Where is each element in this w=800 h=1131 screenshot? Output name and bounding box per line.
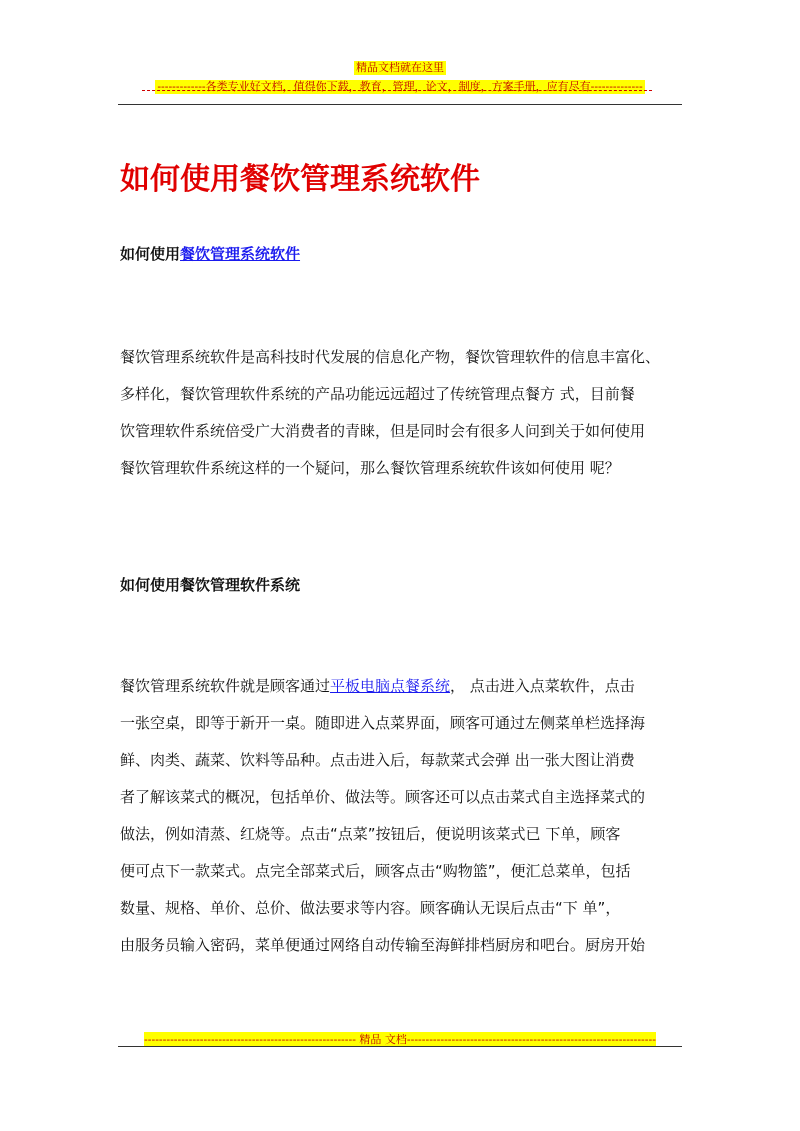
paragraph-line: 餐饮管理软件系统这样的一个疑问，那么餐饮管理系统软件该如何使用 呢？ (120, 459, 620, 477)
header-rule (118, 104, 682, 105)
header-banner-tagline: -------------各类专业好文档，值得你下载，教育，管理，论文，制度，方案手册，应有尽有-------------- (157, 80, 643, 93)
header-banner-title: 精品文档就在这里 (356, 61, 444, 74)
paragraph-line: 一张空桌，即等于新开一桌。随即进入点菜界面，顾客可通过左侧菜单栏选择海 (120, 714, 646, 732)
document-title: 如何使用餐饮管理系统软件 (120, 162, 480, 197)
paragraph-line: 者了解该菜式的概况，包括单价、做法等。顾客还可以点击菜式自主选择菜式的 (120, 788, 646, 806)
page-footer (118, 1028, 682, 1047)
page-header (118, 56, 682, 94)
usage-paragraph (120, 668, 685, 964)
paragraph-line: 餐饮管理系统软件是高科技时代发展的信息化产物，餐饮管理软件的信息丰富化、 (120, 348, 661, 366)
section-heading-prefix: 如何使用 (120, 245, 181, 263)
paragraph-line (120, 668, 685, 705)
paragraph-line: 便可点下一款菜式。点完全部菜式后，顾客点击“购物篮”，便汇总菜单，包括 (120, 862, 631, 880)
line-prefix: 餐饮管理系统软件就是顾客通过 (120, 677, 331, 695)
paragraph-line: 数量、规格、单价、总价、做法要求等内容。顾客确认无误后点击“下 单”， (120, 899, 621, 917)
tablet-ordering-system-link[interactable]: 平板电脑点餐系统 (330, 677, 451, 695)
paragraph-line: 由服务员输入密码，菜单便通过网络自动传输至海鲜排档厨房和吧台。厨房开始 (120, 936, 646, 954)
paragraph-line: 鲜、肉类、蔬菜、饮料等品种。点击进入后，每款菜式会弹 出一张大图让消费 (120, 751, 635, 769)
footer-rule (118, 1046, 682, 1047)
paragraph-line: 多样化，餐饮管理软件系统的产品功能远远超过了传统管理点餐方 式，目前餐 (120, 385, 635, 403)
paragraph-line: 饮管理软件系统倍受广大消费者的青睐，但是同时会有很多人问到关于如何使用 (120, 422, 646, 440)
section-heading-2: 如何使用餐饮管理软件系统 (120, 576, 301, 594)
paragraph-line: 做法，例如清蒸、红烧等。点击“点菜”按钮后，便说明该菜式已 下单，顾客 (120, 825, 621, 843)
header-dashed-divider (142, 90, 652, 91)
footer-banner: --------------------------------------------------------- 精品 文档------------------------------------------------------------------- (144, 1033, 656, 1046)
catering-software-link[interactable]: 餐饮管理系统软件 (180, 245, 301, 263)
intro-paragraph (120, 339, 685, 487)
line-suffix: ， 点击进入点菜软件，点击 (450, 677, 635, 695)
section-heading-1 (120, 244, 300, 264)
